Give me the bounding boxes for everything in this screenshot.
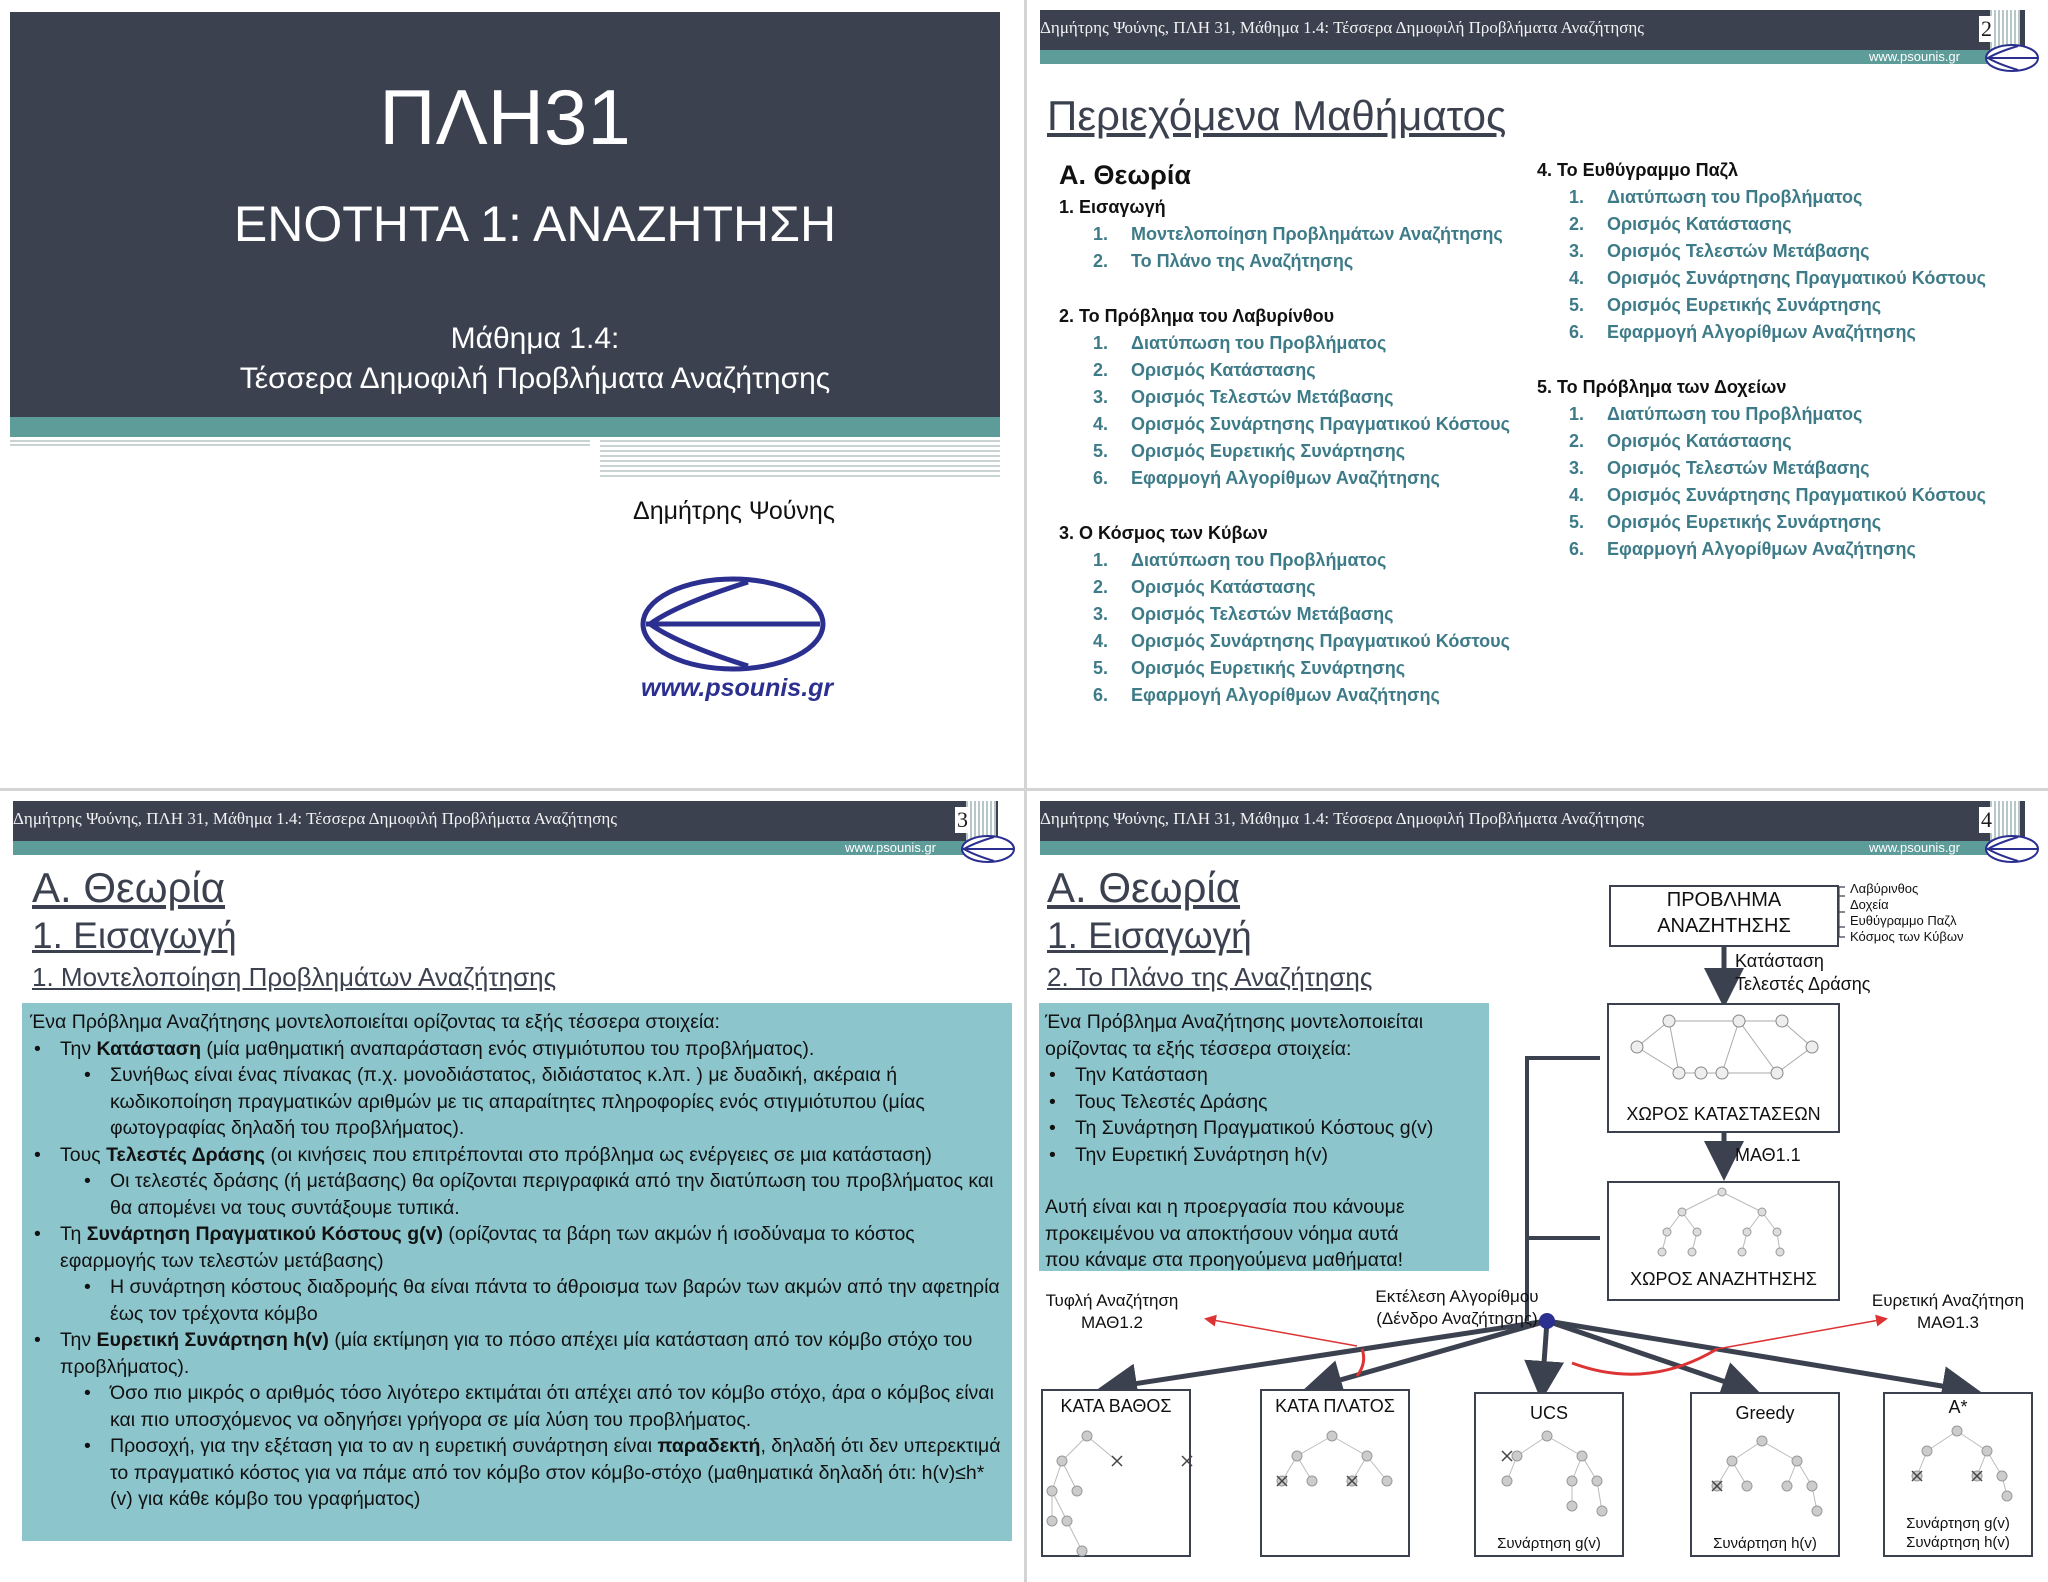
arrow-label: ΜΑΘ1.1	[1735, 1145, 1801, 1165]
arrow-label: Κατάσταση	[1735, 951, 1824, 971]
slide-3	[0, 791, 1024, 1582]
blind-search-label: Τυφλή Αναζήτηση	[1045, 1291, 1179, 1310]
toc-item[interactable]: 4. Ορισμός Συνάρτησης Πραγματικού Κόστους	[1093, 631, 1511, 651]
toc-item[interactable]: 3. Ορισμός Τελεστών Μετάβασης	[1569, 458, 1870, 478]
toc-item[interactable]: 2. Ορισμός Κατάστασης	[1569, 431, 1792, 451]
toc-item[interactable]: 2. Ορισμός Κατάστασης	[1093, 577, 1316, 597]
toc-item[interactable]: 3. Ορισμός Τελεστών Μετάβασης	[1569, 241, 1870, 261]
toc-item[interactable]: 6. Εφαρμογή Αλγορίθμων Αναζήτησης	[1093, 468, 1440, 488]
heading-1: Α. Θεωρία	[32, 864, 226, 911]
sub-bullet: • Η συνάρτηση κόστους διαδρομής θα είναι πάντα το άθροισμα των βαρών των ακμών από την αφετηρία έως τον τρέχοντα κόμβο	[30, 1274, 1005, 1327]
title-accent-bar	[10, 417, 1000, 437]
cost-fn-label: Συνάρτηση g(v)	[1497, 1535, 1601, 1552]
author-name: Δημήτρης Ψούνης	[633, 497, 835, 525]
toc-item[interactable]: 4. Ορισμός Συνάρτησης Πραγματικού Κόστους	[1569, 268, 1987, 288]
algo-label: ΚΑΤΑ ΒΑΘΟΣ	[1060, 1396, 1172, 1416]
slide-divider	[1024, 0, 1027, 1582]
decorative-lines	[600, 440, 1000, 480]
toc-section-4: 4. Το Ευθύγραμμο Παζλ	[1537, 160, 1738, 180]
algo-label: A*	[1948, 1397, 1968, 1417]
toc-item[interactable]: 1. Διατύπωση του Προβλήματος	[1093, 550, 1387, 570]
heading-2: 1. Εισαγωγή	[1047, 915, 1252, 956]
slide-1	[0, 0, 1024, 788]
logo-url: www.psounis.gr	[641, 674, 834, 702]
heading-3: 2. Το Πλάνο της Αναζήτησης	[1047, 962, 1373, 992]
decorative-lines	[10, 440, 590, 446]
heuristic-search-label: Ευρετική Αναζήτηση	[1871, 1291, 2025, 1310]
header-url: www.psounis.gr	[1868, 840, 1960, 855]
theory-heading: Α. Θεωρία	[1059, 160, 1191, 190]
state-space-label: ΧΩΡΟΣ ΚΑΤΑΣΤΑΣΕΩΝ	[1626, 1104, 1821, 1124]
slide-number: 4	[1981, 807, 1992, 832]
problem-type: Ευθύγραμμο Παζλ	[1850, 913, 1957, 928]
search-space-label: ΧΩΡΟΣ ΑΝΑΖΗΤΗΣΗΣ	[1630, 1269, 1817, 1289]
toc-item[interactable]: 1. Μοντελοποίηση Προβλημάτων Αναζήτησης	[1093, 224, 1503, 244]
toc-section-1: 1. Εισαγωγή	[1059, 197, 1166, 217]
toc-item[interactable]: 6. Εφαρμογή Αλγορίθμων Αναζήτησης	[1569, 539, 1916, 559]
bullet-heuristic: • Την Ευρετική Συνάρτηση h(v) (μία εκτίμηση για το πόσο απέχει μία κατάσταση από τον κόμβο στόχο του προβλήματος).	[30, 1327, 1005, 1380]
blind-search-label: ΜΑΘ1.2	[1081, 1313, 1143, 1332]
slide-number: 3	[957, 807, 968, 832]
summary-bullet: • Την Ευρετική Συνάρτηση h(v)	[1045, 1142, 1490, 1169]
algo-label: UCS	[1529, 1403, 1568, 1423]
slide-number: 2	[1981, 16, 1992, 41]
exec-label: (Δένδρο Αναζήτησης)	[1376, 1309, 1538, 1328]
problem-type: Δοχεία	[1850, 897, 1889, 912]
toc-item[interactable]: 3. Ορισμός Τελεστών Μετάβασης	[1093, 604, 1394, 624]
algo-label: ΚΑΤΑ ΠΛΑΤΟΣ	[1275, 1396, 1395, 1416]
toc-item[interactable]: 2. Ορισμός Κατάστασης	[1569, 214, 1792, 234]
summary-bullet: • Την Κατάσταση	[1045, 1062, 1490, 1089]
heuristic-fn-label: Συνάρτηση h(v)	[1713, 1535, 1817, 1552]
lesson-number: Μάθημα 1.4:	[450, 322, 620, 355]
summary-line: Ένα Πρόβλημα Αναζήτησης μοντελοποιείται	[1045, 1011, 1424, 1033]
toc-section-3: 3. Ο Κόσμος των Κύβων	[1059, 523, 1268, 543]
sub-bullet: • Όσο πιο μικρός ο αριθμός τόσο λιγότερο εκτιμάται ότι απέχει από τον κόμβο στόχο, άρα ο κόμβος είναι και πιο υποσχόμενος να οδηγήσει γρήγορα σε μία λύση του προβλήματος.	[30, 1380, 1005, 1433]
toc-item[interactable]: 2. Ορισμός Κατάστασης	[1093, 360, 1316, 380]
psounis-logo	[638, 574, 828, 674]
toc-item[interactable]: 3. Ορισμός Τελεστών Μετάβασης	[1093, 387, 1394, 407]
toc-section-5: 5. Το Πρόβλημα των Δοχείων	[1537, 377, 1787, 397]
summary-bullet: • Τους Τελεστές Δράσης	[1045, 1089, 1490, 1116]
exec-label: Εκτέλεση Αλγορίθμου	[1375, 1287, 1539, 1306]
toc-item[interactable]: 6. Εφαρμογή Αλγορίθμων Αναζήτησης	[1093, 685, 1440, 705]
problem-type: Κόσμος των Κύβων	[1850, 929, 1964, 944]
slide-title: Περιεχόμενα Μαθήματος	[1047, 92, 1507, 139]
toc-item[interactable]: 1. Διατύπωση του Προβλήματος	[1569, 404, 1863, 424]
header-url: www.psounis.gr	[844, 840, 936, 855]
slide-4	[1027, 791, 2048, 1582]
toc-section-2: 2. Το Πρόβλημα του Λαβυρίνθου	[1059, 306, 1335, 326]
header-logo-icon	[960, 833, 1016, 865]
toc-item[interactable]: 2. Το Πλάνο της Αναζήτησης	[1093, 251, 1354, 271]
heading-3: 1. Μοντελοποίηση Προβλημάτων Αναζήτησης	[32, 962, 557, 992]
sub-bullet: • Συνήθως είναι ένας πίνακας (π.χ. μονοδιάστατος, διδιάστατος κ.λπ. ) με δυαδική, ακέραια ή κωδικοποίηση πραγματικών αριθμών με τις απαραίτητες πληροφορίες ενός στιγμιότυπου (μίας φωτογραφίας δηλαδή του προβλήματος).	[30, 1062, 1005, 1142]
problem-label: ΑΝΑΖΗΤΗΣΗΣ	[1657, 915, 1791, 937]
algo-label: Greedy	[1735, 1403, 1795, 1423]
toc-item[interactable]: 5. Ορισμός Ευρετικής Συνάρτησης	[1569, 512, 1882, 532]
toc-item[interactable]: 6. Εφαρμογή Αλγορίθμων Αναζήτησης	[1569, 322, 1916, 342]
summary-line: Αυτή είναι και η προεργασία που κάνουμε	[1045, 1196, 1405, 1218]
toc-item[interactable]: 4. Ορισμός Συνάρτησης Πραγματικού Κόστους	[1093, 414, 1511, 434]
lesson-title: Τέσσερα Δημοφιλή Προβλήματα Αναζήτησης	[239, 362, 831, 395]
summary-line: που κάναμε στα προηγούμενα μαθήματα!	[1045, 1249, 1404, 1271]
toc-item[interactable]: 5. Ορισμός Ευρετικής Συνάρτησης	[1093, 658, 1406, 678]
toc-item[interactable]: 1. Διατύπωση του Προβλήματος	[1569, 187, 1863, 207]
bullet-operators: • Τους Τελεστές Δράσης (οι κινήσεις που επιτρέπονται στο πρόβλημα ως ενέργειες σε μια κατάσταση)	[30, 1142, 1005, 1169]
header-title: Δημήτρης Ψούνης, ΠΛΗ 31, Μάθημα 1.4: Τέσσερα Δημοφιλή Προβλήματα Αναζήτησης	[1040, 809, 1644, 828]
summary-line: ορίζοντας τα εξής τέσσερα στοιχεία:	[1045, 1037, 1352, 1060]
header-title: Δημήτρης Ψούνης, ΠΛΗ 31, Μάθημα 1.4: Τέσσερα Δημοφιλή Προβλήματα Αναζήτησης	[1040, 18, 1644, 37]
cost-fn-label: Συνάρτηση g(v)	[1906, 1515, 2010, 1532]
heuristic-search-label: ΜΑΘ1.3	[1917, 1313, 1979, 1332]
toc-item[interactable]: 5. Ορισμός Ευρετικής Συνάρτησης	[1569, 295, 1882, 315]
sub-bullet: • Οι τελεστές δράσης (ή μετάβασης) θα ορίζονται περιγραφικά από την διατύπωση του προβλήματος και θα απομένει να τους συντάξουμε τυπικά.	[30, 1168, 1005, 1221]
intro-text: Ένα Πρόβλημα Αναζήτησης μοντελοποιείται ορίζοντας τα εξής τέσσερα στοιχεία:	[30, 1011, 720, 1033]
toc-item[interactable]: 1. Διατύπωση του Προβλήματος	[1093, 333, 1387, 353]
slide-title: ΠΛΗ31	[379, 73, 631, 161]
arrow-label: Τελεστές Δράσης	[1735, 974, 1871, 994]
heading-1: Α. Θεωρία	[1047, 864, 1241, 911]
heading-2: 1. Εισαγωγή	[32, 915, 237, 956]
header-logo-icon	[1984, 42, 2040, 74]
slide-divider	[0, 788, 2048, 791]
sub-bullet: • Προσοχή, για την εξέταση για το αν η ευρετική συνάρτηση είναι παραδεκτή, δηλαδή ότι δεν υπερεκτιμά το πραγματικό κόστος για να πάμε από τον κόμβο στον κόμβο-στόχο (μαθηματικά δηλαδή ότι: h(v)≤h*(v) για κάθε κόμβο του γραφήματος)	[30, 1433, 1005, 1513]
slide-subtitle: ΕΝΟΤΗΤΑ 1: ΑΝΑΖΗΤΗΣΗ	[233, 196, 837, 252]
bullet-cost: • Τη Συνάρτηση Πραγματικού Κόστους g(v) (ορίζοντας τα βάρη των ακμών ή ισοδύναμα το κόστος εφαρμογής των τελεστών μετάβασης)	[30, 1221, 1005, 1274]
toc-item[interactable]: 5. Ορισμός Ευρετικής Συνάρτησης	[1093, 441, 1406, 461]
summary-bullet: • Τη Συνάρτηση Πραγματικού Κόστους g(v)	[1045, 1115, 1490, 1142]
problem-type: Λαβύρινθος	[1850, 881, 1919, 896]
algo-trees	[1027, 791, 2048, 1582]
header-url: www.psounis.gr	[1868, 49, 1960, 64]
bullet-state: • Την Κατάσταση (μία μαθηματική αναπαράσταση ενός στιγμιότυπου του προβλήματος).	[30, 1036, 1005, 1063]
slide-2	[1027, 0, 2048, 788]
summary-line: προκειμένου να αποκτήσουν νόημα αυτά	[1045, 1222, 1399, 1245]
header-title: Δημήτρης Ψούνης, ΠΛΗ 31, Μάθημα 1.4: Τέσσερα Δημοφιλή Προβλήματα Αναζήτησης	[13, 809, 617, 828]
problem-label: ΠΡΟΒΛΗΜΑ	[1666, 889, 1782, 911]
toc-item[interactable]: 4. Ορισμός Συνάρτησης Πραγματικού Κόστους	[1569, 485, 1987, 505]
heuristic-fn-label: Συνάρτηση h(v)	[1906, 1534, 2010, 1551]
content-text	[30, 1009, 1005, 1513]
